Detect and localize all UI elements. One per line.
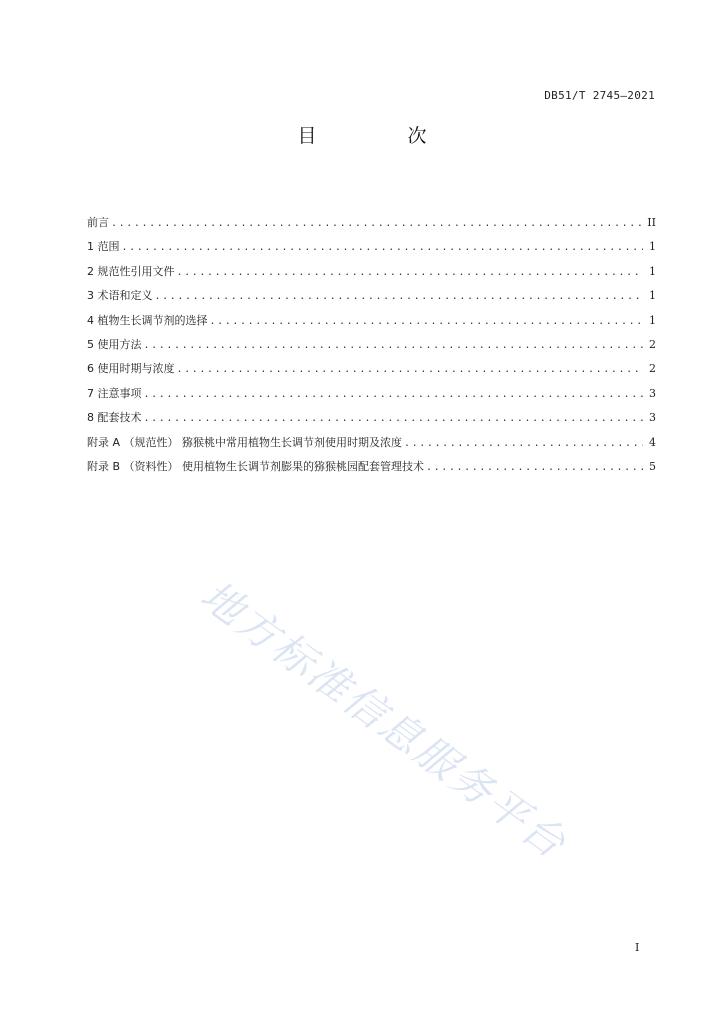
toc-entry-usage-method[interactable]: [87, 335, 656, 359]
toc-title: 目 次: [297, 125, 463, 147]
toc-entry-page: 1: [649, 240, 656, 254]
toc-entry-regulator-selection[interactable]: [87, 311, 656, 335]
toc-entry-normative-references[interactable]: [87, 262, 656, 286]
toc-entry-terms-definitions[interactable]: [87, 286, 656, 310]
toc-entry-appendix-b[interactable]: [87, 457, 656, 481]
toc-dot-leader: [177, 263, 644, 283]
toc-entry-supporting-techniques[interactable]: [87, 408, 656, 432]
toc-entry-label: 1 范围: [87, 240, 120, 254]
toc-entry-label: 7 注意事项: [87, 386, 142, 400]
toc-dot-leader: [144, 336, 644, 356]
table-of-contents: [87, 213, 656, 481]
toc-entry-page: 3: [649, 411, 656, 425]
toc-entry-precautions[interactable]: [87, 384, 656, 408]
toc-entry-label: 附录 A （规范性） 猕猴桃中常用植物生长调节剂使用时期及浓度: [87, 435, 403, 449]
toc-entry-label: 2 规范性引用文件: [87, 264, 175, 278]
toc-entry-timing-concentration[interactable]: [87, 359, 656, 383]
toc-dot-leader: [155, 287, 644, 307]
toc-entry-label: 4 植物生长调节剂的选择: [87, 313, 208, 327]
toc-dot-leader: [177, 360, 644, 380]
toc-entry-scope[interactable]: [87, 237, 656, 261]
toc-dot-leader: [122, 238, 644, 258]
toc-entry-label: 8 配套技术: [87, 411, 142, 425]
toc-dot-leader: [404, 434, 643, 454]
toc-entry-page: 4: [649, 435, 656, 449]
toc-dot-leader: [144, 385, 644, 405]
toc-entry-appendix-a[interactable]: [87, 433, 656, 457]
toc-entry-label: 5 使用方法: [87, 337, 142, 351]
toc-entry-page: 3: [649, 386, 656, 400]
toc-entry-page: 5: [649, 459, 656, 473]
toc-dot-leader: [426, 458, 643, 478]
toc-entry-page: 1: [649, 289, 656, 303]
toc-entry-label: 3 术语和定义: [87, 289, 153, 303]
page-number: I: [635, 941, 640, 954]
toc-dot-leader: [144, 409, 644, 429]
toc-entry-page: 1: [649, 313, 656, 327]
toc-entry-page: 1: [649, 264, 656, 278]
toc-entry-page: 2: [649, 362, 656, 376]
toc-entry-page: 2: [649, 337, 656, 351]
toc-entry-label: 前言: [87, 216, 109, 229]
toc-entry-label: 6 使用时期与浓度: [87, 362, 175, 376]
toc-entry-page: II: [647, 216, 656, 229]
toc-entry-label: 附录 B （资料性） 使用植物生长调节剂膨果的猕猴桃园配套管理技术: [87, 459, 425, 473]
document-code: DB51/T 2745—2021: [544, 89, 655, 102]
toc-dot-leader: [210, 312, 644, 332]
toc-dot-leader: [111, 214, 641, 234]
watermark: 地方标准信息服务平台: [191, 571, 577, 869]
toc-entry-foreword[interactable]: [87, 213, 656, 237]
